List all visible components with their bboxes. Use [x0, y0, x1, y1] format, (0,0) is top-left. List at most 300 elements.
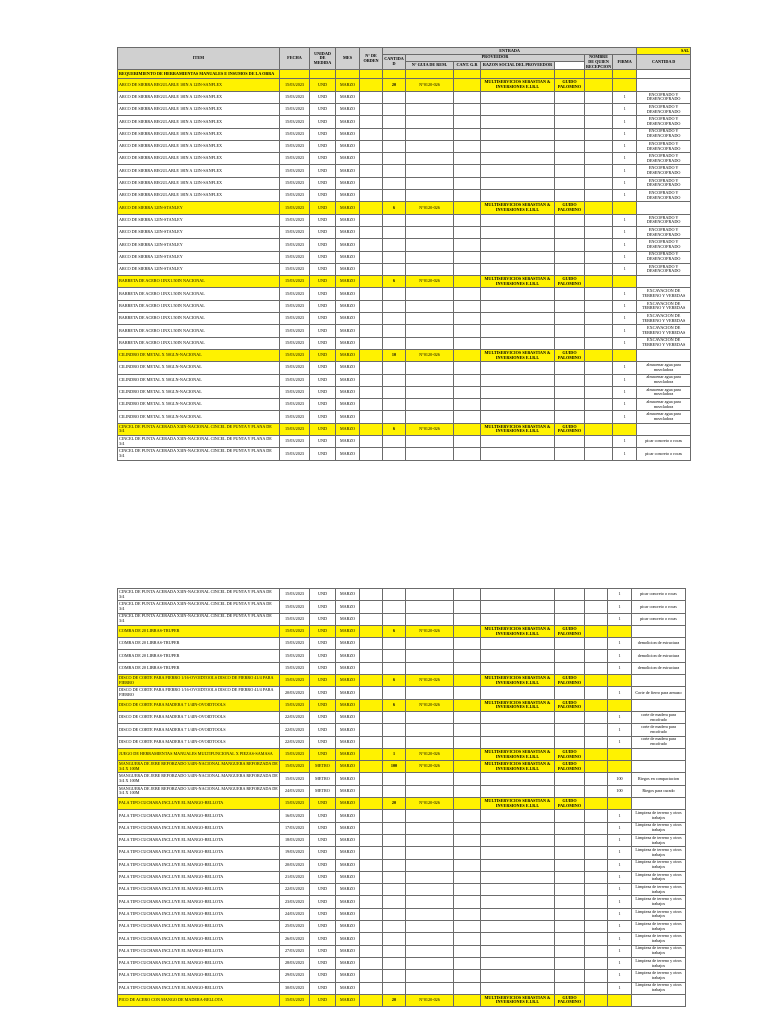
- fecha-cell: 15/03/2023: [280, 116, 310, 128]
- actividad-cell: Limpieza de terreno y otros trabajos: [632, 859, 686, 871]
- cant-gr-cell: [454, 896, 481, 908]
- mes-cell: MARZO: [336, 436, 360, 448]
- cantidad-salida-cell: [608, 625, 632, 637]
- razon-cell: [481, 190, 555, 202]
- section-cell: [336, 70, 360, 79]
- cantidad-salida-cell: 1: [613, 337, 637, 349]
- actividad-cell: EXCAVACION DE TERRENO Y VEREDAS: [637, 313, 691, 325]
- cant-gr-cell: [454, 190, 481, 202]
- cantidad-salida-cell: 1: [613, 128, 637, 140]
- firma-cell: [585, 945, 608, 957]
- actividad-cell: demolicion de estructura: [632, 638, 686, 650]
- fecha-cell: 26/03/2023: [280, 933, 310, 945]
- guia-cell: [406, 724, 454, 736]
- razon-cell: [481, 884, 555, 896]
- section-cell: [481, 70, 555, 79]
- guia-cell: [406, 214, 454, 226]
- table-row: [118, 448, 691, 460]
- unidad-cell: UND: [310, 613, 336, 625]
- cantidad-salida-cell: 1: [608, 847, 632, 859]
- nombre-cell: GUIDO PALOMINO: [555, 79, 585, 91]
- item-cell: DISCO DE CORTE PARA MADERA 7 1/4IN-OVOIDTOOLS: [118, 736, 280, 748]
- section-cell: [383, 70, 406, 79]
- mes-cell: MARZO: [336, 226, 360, 238]
- table-row: [118, 325, 691, 337]
- unidad-cell: UND: [310, 128, 336, 140]
- guia-cell: N°0120-026: [406, 761, 454, 773]
- unidad-cell: UND: [310, 699, 336, 711]
- actividad-cell: almacenar agua para mezcladora: [637, 386, 691, 398]
- nombre-cell: [555, 288, 585, 300]
- cant-gr-cell: [454, 662, 481, 674]
- cant-gr-cell: [454, 834, 481, 846]
- cantidad-cell: [383, 773, 406, 785]
- nombre-cell: [555, 153, 585, 165]
- table-row: [118, 970, 686, 982]
- mes-cell: MARZO: [336, 785, 360, 797]
- cantidad-salida-cell: [608, 675, 632, 687]
- actividad-cell: picar concreto o rocas: [637, 448, 691, 460]
- table-row: [118, 650, 686, 662]
- mes-cell: MARZO: [336, 362, 360, 374]
- item-cell: BARRETA DE ACERO 1INX1.50IN NACIONAL: [118, 300, 280, 312]
- nombre-cell: [555, 140, 585, 152]
- razon-cell: [481, 650, 555, 662]
- table-row: [118, 601, 686, 613]
- fecha-cell: 15/03/2023: [280, 349, 310, 361]
- cantidad-cell: [383, 362, 406, 374]
- orden-cell: [360, 908, 383, 920]
- guia-cell: N°0120-026: [406, 994, 454, 1006]
- table-row: [118, 859, 686, 871]
- firma-cell: [585, 798, 608, 810]
- fecha-cell: 15/03/2023: [280, 300, 310, 312]
- item-cell: COMBA DE 20 LIBRAS-TRUPER: [118, 662, 280, 674]
- fecha-cell: 15/03/2023: [280, 761, 310, 773]
- section-cell: [454, 70, 481, 79]
- actividad-cell: ENCOFRADO Y DESENCOFRADO: [637, 190, 691, 202]
- orden-cell: [360, 411, 383, 423]
- firma-cell: [585, 625, 608, 637]
- razon-cell: [481, 140, 555, 152]
- cant-gr-cell: [454, 675, 481, 687]
- cantidad-salida-cell: 1: [613, 140, 637, 152]
- orden-cell: [360, 847, 383, 859]
- table-row: [118, 687, 686, 699]
- mes-cell: MARZO: [336, 798, 360, 810]
- item-cell: CILINDRO DE METAL X 50GLN-NACIONAL: [118, 362, 280, 374]
- actividad-cell: ENCOFRADO Y DESENCOFRADO: [637, 91, 691, 103]
- header-cantidad-salida: CANTIDA D: [637, 55, 691, 70]
- razon-cell: [481, 165, 555, 177]
- item-cell: DISCO DE CORTE PARA MADERA 7 1/4IN-OVOIDTOOLS: [118, 724, 280, 736]
- unidad-cell: UND: [310, 79, 336, 91]
- firma-cell: [585, 202, 613, 214]
- actividad-cell: Limpieza de terreno y otros trabajos: [632, 871, 686, 883]
- fecha-cell: 15/03/2023: [280, 662, 310, 674]
- razon-cell: MULTISERVICIOS SEBASTIAN & INVERSIONES E.I.R.L: [481, 675, 555, 687]
- guia-cell: [406, 822, 454, 834]
- cantidad-salida-cell: 1: [613, 399, 637, 411]
- section-cell: [360, 70, 383, 79]
- cantidad-cell: [383, 662, 406, 674]
- cantidad-salida-cell: [608, 761, 632, 773]
- firma-cell: [585, 165, 613, 177]
- cant-gr-cell: [454, 711, 481, 723]
- mes-cell: MARZO: [336, 190, 360, 202]
- cantidad-cell: [383, 810, 406, 822]
- nombre-cell: [555, 177, 585, 189]
- unidad-cell: UND: [310, 386, 336, 398]
- guia-cell: N°0120-026: [406, 748, 454, 760]
- table-row: [118, 349, 691, 361]
- unidad-cell: UND: [310, 313, 336, 325]
- cantidad-salida-cell: 1: [613, 177, 637, 189]
- cantidad-cell: [383, 300, 406, 312]
- razon-cell: MULTISERVICIOS SEBASTIAN & INVERSIONES E.I.R.L: [481, 748, 555, 760]
- fecha-cell: 15/03/2023: [280, 165, 310, 177]
- actividad-cell: [632, 699, 686, 711]
- cant-gr-cell: [454, 214, 481, 226]
- firma-cell: [585, 957, 608, 969]
- cantidad-cell: [383, 933, 406, 945]
- fecha-cell: 15/03/2023: [280, 994, 310, 1006]
- nombre-cell: [555, 957, 585, 969]
- fecha-cell: 15/03/2023: [280, 699, 310, 711]
- unidad-cell: UND: [310, 300, 336, 312]
- item-cell: MANGUERA DE JEBE REFORZADO 3/4IN-NACIONAL MANGUERA REFORZADA DE 3/4 X 100M: [118, 773, 280, 785]
- guia-cell: [406, 153, 454, 165]
- fecha-cell: 15/03/2023: [280, 251, 310, 263]
- razon-cell: MULTISERVICIOS SEBASTIAN & INVERSIONES E.I.R.L: [481, 276, 555, 288]
- firma-cell: [585, 91, 613, 103]
- firma-cell: [585, 994, 608, 1006]
- orden-cell: [360, 399, 383, 411]
- cantidad-salida-cell: 1: [608, 736, 632, 748]
- item-cell: BARRETA DE ACERO 1INX1.50IN NACIONAL: [118, 276, 280, 288]
- orden-cell: [360, 153, 383, 165]
- item-cell: CILINDRO DE METAL X 50GLN-NACIONAL: [118, 349, 280, 361]
- cantidad-cell: [383, 448, 406, 460]
- header-entrada: ENTRADA: [383, 48, 637, 55]
- cantidad-cell: [383, 386, 406, 398]
- cant-gr-cell: [454, 288, 481, 300]
- cantidad-cell: 6: [383, 423, 406, 435]
- actividad-cell: EXCAVACION DE TERRENO Y VEREDAS: [637, 325, 691, 337]
- guia-cell: N°0120-026: [406, 349, 454, 361]
- orden-cell: [360, 650, 383, 662]
- nombre-cell: [555, 687, 585, 699]
- mes-cell: MARZO: [336, 699, 360, 711]
- nombre-cell: GUIDO PALOMINO: [555, 994, 585, 1006]
- cantidad-salida-cell: 1: [608, 822, 632, 834]
- firma-cell: [585, 251, 613, 263]
- firma-cell: [585, 834, 608, 846]
- mes-cell: MARZO: [336, 601, 360, 613]
- cantidad-salida-cell: [608, 994, 632, 1006]
- firma-cell: [585, 239, 613, 251]
- table-row: [118, 847, 686, 859]
- nombre-cell: [555, 436, 585, 448]
- cantidad-salida-cell: 1: [608, 859, 632, 871]
- cantidad-salida-cell: 1: [613, 214, 637, 226]
- guia-cell: [406, 239, 454, 251]
- cant-gr-cell: [454, 411, 481, 423]
- nombre-cell: [555, 362, 585, 374]
- actividad-cell: Limpieza de terreno y otros trabajos: [632, 982, 686, 994]
- header-proveedor: PROVEEDOR: [406, 55, 585, 62]
- firma-cell: [585, 300, 613, 312]
- fecha-cell: 30/03/2023: [280, 982, 310, 994]
- nombre-cell: [555, 226, 585, 238]
- fecha-cell: 28/03/2023: [280, 957, 310, 969]
- firma-cell: [585, 736, 608, 748]
- actividad-cell: ENCOFRADO Y DESENCOFRADO: [637, 103, 691, 115]
- cantidad-cell: [383, 411, 406, 423]
- fecha-cell: 15/03/2023: [280, 337, 310, 349]
- cant-gr-cell: [454, 601, 481, 613]
- razon-cell: [481, 601, 555, 613]
- cant-gr-cell: [454, 724, 481, 736]
- guia-cell: [406, 601, 454, 613]
- item-cell: PALA TIPO CUCHARA INCLUYE EL MANGO-BELLOTA: [118, 921, 280, 933]
- orden-cell: [360, 589, 383, 601]
- cantidad-cell: [383, 153, 406, 165]
- razon-cell: MULTISERVICIOS SEBASTIAN & INVERSIONES E.I.R.L: [481, 994, 555, 1006]
- item-cell: DISCO DE CORTE PARA MADERA 7 1/4IN-OVOIDTOOLS: [118, 711, 280, 723]
- guia-cell: [406, 325, 454, 337]
- orden-cell: [360, 638, 383, 650]
- firma-cell: [585, 214, 613, 226]
- item-cell: PALA TIPO CUCHARA INCLUYE EL MANGO-BELLOTA: [118, 982, 280, 994]
- cantidad-cell: [383, 650, 406, 662]
- orden-cell: [360, 337, 383, 349]
- fecha-cell: 15/03/2023: [280, 773, 310, 785]
- guia-cell: N°0120-026: [406, 699, 454, 711]
- unidad-cell: UND: [310, 711, 336, 723]
- fecha-cell: 24/03/2023: [280, 785, 310, 797]
- cant-gr-cell: [454, 699, 481, 711]
- mes-cell: MARZO: [336, 773, 360, 785]
- item-cell: PICO DE ACERO CON MANGO DE MADERA-BELLOTA: [118, 994, 280, 1006]
- actividad-cell: Riegos en compactacion: [632, 773, 686, 785]
- actividad-cell: Limpieza de terreno y otros trabajos: [632, 908, 686, 920]
- actividad-cell: [632, 675, 686, 687]
- firma-cell: [585, 153, 613, 165]
- unidad-cell: UND: [310, 970, 336, 982]
- actividad-cell: [632, 761, 686, 773]
- guia-cell: [406, 650, 454, 662]
- cant-gr-cell: [454, 736, 481, 748]
- mes-cell: MARZO: [336, 625, 360, 637]
- item-cell: ARCO DE SIERRA REGULABLE 10IN A 12IN-SANFLEX: [118, 103, 280, 115]
- nombre-cell: [555, 908, 585, 920]
- cantidad-cell: 6: [383, 625, 406, 637]
- cantidad-cell: [383, 601, 406, 613]
- mes-cell: MARZO: [336, 908, 360, 920]
- table-row: [118, 226, 691, 238]
- unidad-cell: UND: [310, 337, 336, 349]
- nombre-cell: [555, 325, 585, 337]
- cant-gr-cell: [454, 263, 481, 275]
- mes-cell: MARZO: [336, 933, 360, 945]
- nombre-cell: [555, 251, 585, 263]
- cantidad-salida-cell: 1: [608, 724, 632, 736]
- orden-cell: [360, 288, 383, 300]
- guia-cell: N°0120-026: [406, 423, 454, 435]
- mes-cell: MARZO: [336, 859, 360, 871]
- nombre-cell: [555, 822, 585, 834]
- cant-gr-cell: [454, 638, 481, 650]
- header-firma: FIRMA: [613, 55, 637, 70]
- cantidad-salida-cell: 1: [608, 982, 632, 994]
- guia-cell: [406, 448, 454, 460]
- header-cant-gr: CANT. G.R: [454, 61, 481, 70]
- fecha-cell: 17/03/2023: [280, 822, 310, 834]
- razon-cell: [481, 128, 555, 140]
- guia-cell: [406, 91, 454, 103]
- fecha-cell: 15/03/2023: [280, 79, 310, 91]
- mes-cell: MARZO: [336, 650, 360, 662]
- table-row: [118, 177, 691, 189]
- actividad-cell: almacenar agua para mezcladora: [637, 411, 691, 423]
- cant-gr-cell: [454, 687, 481, 699]
- razon-cell: [481, 711, 555, 723]
- fecha-cell: 22/03/2023: [280, 724, 310, 736]
- nombre-cell: [555, 736, 585, 748]
- header-nombre: NOMBRE DE QUIEN RECEPCION: [586, 54, 612, 69]
- actividad-cell: [637, 276, 691, 288]
- actividad-cell: [637, 79, 691, 91]
- fecha-cell: 22/03/2023: [280, 736, 310, 748]
- item-cell: CINCEL DE PUNTA ACERADA X3IN-NACIONAL CINCEL DE PUNTA Y PLANA DE 3/4: [118, 436, 280, 448]
- orden-cell: [360, 276, 383, 288]
- cantidad-cell: [383, 834, 406, 846]
- unidad-cell: UND: [310, 276, 336, 288]
- item-cell: ARCO DE SIERRA REGULABLE 10IN A 12IN-SANFLEX: [118, 153, 280, 165]
- razon-cell: [481, 91, 555, 103]
- guia-cell: [406, 933, 454, 945]
- nombre-cell: GUIDO PALOMINO: [555, 202, 585, 214]
- mes-cell: MARZO: [336, 448, 360, 460]
- cantidad-salida-cell: 1: [613, 362, 637, 374]
- fecha-cell: 16/03/2023: [280, 810, 310, 822]
- orden-cell: [360, 982, 383, 994]
- mes-cell: MARZO: [336, 239, 360, 251]
- actividad-cell: Limpieza de terreno y otros trabajos: [632, 810, 686, 822]
- firma-cell: [585, 970, 608, 982]
- orden-cell: [360, 349, 383, 361]
- table-row: [118, 263, 691, 275]
- fecha-cell: 15/03/2023: [280, 177, 310, 189]
- razon-cell: [481, 736, 555, 748]
- cantidad-salida-cell: 1: [608, 589, 632, 601]
- firma-cell: [585, 263, 613, 275]
- unidad-cell: UND: [310, 423, 336, 435]
- guia-cell: [406, 337, 454, 349]
- item-cell: CILINDRO DE METAL X 50GLN-NACIONAL: [118, 374, 280, 386]
- fecha-cell: 15/03/2023: [280, 423, 310, 435]
- item-cell: MANGUERA DE JEBE REFORZADO 3/4IN-NACIONAL MANGUERA REFORZADA DE 3/4 X 100M: [118, 761, 280, 773]
- fecha-cell: 15/03/2023: [280, 325, 310, 337]
- unidad-cell: UND: [310, 650, 336, 662]
- mes-cell: MARZO: [336, 177, 360, 189]
- nombre-cell: [555, 214, 585, 226]
- firma-cell: [585, 859, 608, 871]
- actividad-cell: almacenar agua para mezcladora: [637, 362, 691, 374]
- cantidad-cell: [383, 116, 406, 128]
- razon-cell: [481, 945, 555, 957]
- razon-cell: [481, 362, 555, 374]
- nombre-cell: [555, 165, 585, 177]
- orden-cell: [360, 822, 383, 834]
- cant-gr-cell: [454, 165, 481, 177]
- razon-cell: [481, 785, 555, 797]
- razon-cell: [481, 337, 555, 349]
- cantidad-cell: [383, 908, 406, 920]
- cantidad-cell: [383, 165, 406, 177]
- cantidad-salida-cell: 1: [613, 226, 637, 238]
- guia-cell: [406, 362, 454, 374]
- razon-cell: MULTISERVICIOS SEBASTIAN & INVERSIONES E.I.R.L: [481, 699, 555, 711]
- fecha-cell: 15/03/2023: [280, 625, 310, 637]
- actividad-cell: ENCOFRADO Y DESENCOFRADO: [637, 226, 691, 238]
- cant-gr-cell: [454, 374, 481, 386]
- item-cell: ARCO DE SIERRA REGULABLE 10IN A 12IN-SANFLEX: [118, 116, 280, 128]
- nombre-cell: [555, 91, 585, 103]
- item-cell: CILINDRO DE METAL X 50GLN-NACIONAL: [118, 386, 280, 398]
- nombre-cell: [555, 724, 585, 736]
- cantidad-cell: [383, 896, 406, 908]
- header-orden: N° DE ORDEN: [360, 48, 383, 70]
- orden-cell: [360, 625, 383, 637]
- actividad-cell: Limpieza de terreno y otros trabajos: [632, 834, 686, 846]
- mes-cell: MARZO: [336, 411, 360, 423]
- actividad-cell: ENCOFRADO Y DESENCOFRADO: [637, 263, 691, 275]
- unidad-cell: UND: [310, 288, 336, 300]
- nombre-cell: [555, 662, 585, 674]
- table-row: [118, 908, 686, 920]
- cantidad-salida-cell: 1: [608, 957, 632, 969]
- cantidad-cell: [383, 589, 406, 601]
- item-cell: MANGUERA DE JEBE REFORZADO 3/4IN-NACIONAL MANGUERA REFORZADA DE 3/4 X 100M: [118, 785, 280, 797]
- nombre-cell: GUIDO PALOMINO: [555, 625, 585, 637]
- actividad-cell: corte de madera para encofrado: [632, 711, 686, 723]
- item-cell: CINCEL DE PUNTA ACERADA X3IN-NACIONAL CINCEL DE PUNTA Y PLANA DE 3/4: [118, 613, 280, 625]
- unidad-cell: UND: [310, 362, 336, 374]
- actividad-cell: Limpieza de terreno y otros trabajos: [632, 933, 686, 945]
- table-row: [118, 91, 691, 103]
- unidad-cell: UND: [310, 748, 336, 760]
- guia-cell: [406, 263, 454, 275]
- cant-gr-cell: [454, 276, 481, 288]
- mes-cell: MARZO: [336, 288, 360, 300]
- item-cell: CILINDRO DE METAL X 50GLN-NACIONAL: [118, 399, 280, 411]
- razon-cell: [481, 871, 555, 883]
- mes-cell: MARZO: [336, 140, 360, 152]
- nombre-cell: [555, 337, 585, 349]
- nombre-cell: GUIDO PALOMINO: [555, 276, 585, 288]
- orden-cell: [360, 362, 383, 374]
- actividad-cell: demolicion de estructura: [632, 662, 686, 674]
- mes-cell: MARZO: [336, 687, 360, 699]
- table-row: [118, 288, 691, 300]
- header-mes: MES: [336, 48, 360, 70]
- cantidad-salida-cell: 1: [608, 933, 632, 945]
- nombre-cell: [555, 650, 585, 662]
- mes-cell: MARZO: [336, 202, 360, 214]
- fecha-cell: 15/03/2023: [280, 374, 310, 386]
